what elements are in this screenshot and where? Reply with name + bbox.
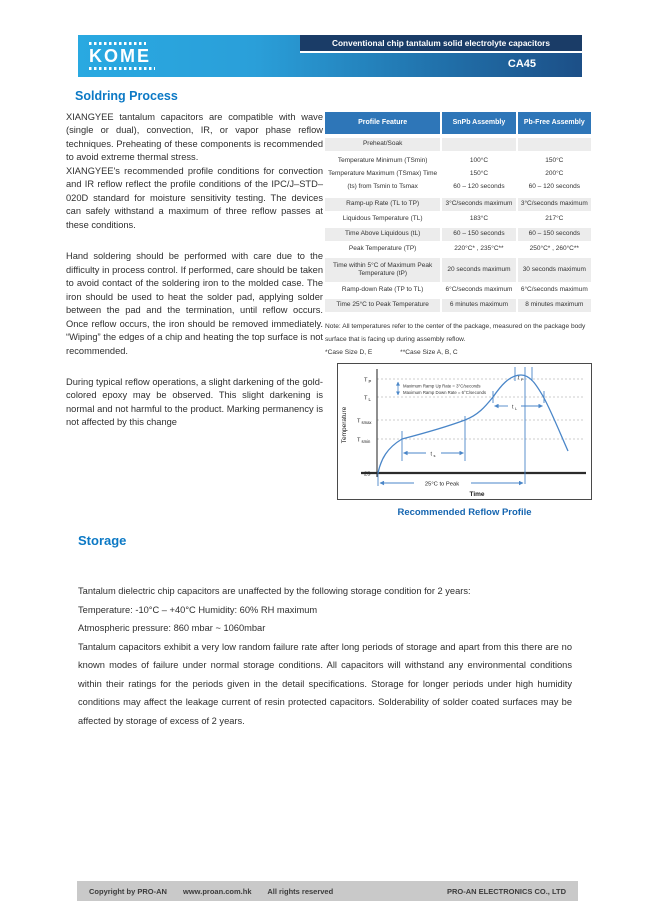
cell-feature: (ts) from Tsmin to Tsmax [325, 181, 440, 194]
cell-pbfree: 60 – 120 seconds [518, 181, 591, 194]
table-row [325, 168, 587, 181]
table-row [325, 299, 587, 312]
cell-pbfree: 8 minutes maximum [518, 299, 591, 312]
table-row [325, 198, 587, 211]
chart-caption: Recommended Reflow Profile [397, 507, 532, 518]
cell-feature: Peak Temperature (TP) [325, 243, 440, 256]
ylabel-tl-sub: L [368, 397, 371, 402]
storage-body [78, 582, 572, 730]
banner-right-panel [300, 35, 582, 77]
table-notes [325, 320, 587, 359]
cell-feature: Time within 5°C of Maximum Peak Temperature (tP) [325, 258, 440, 282]
brand-logo [89, 42, 155, 70]
cell-snpb: 20 seconds maximum [442, 258, 515, 282]
cell-pbfree: 150°C [518, 155, 591, 168]
x-axis-title: Time [469, 491, 485, 498]
ramp-up-note: Maximum Ramp Up Rate = 3°C/seconds [403, 383, 481, 389]
tl-label: t [512, 404, 514, 411]
ts-label-sub: s [433, 453, 436, 458]
soldering-paragraph-2: Hand soldering should be performed with care due to the difficulty in process control. If performed, care should be taken to avoid contact of the soldering iron to the molded case. The iron should be used to heat the solder pad, applying solder between the pad and the termination, until reflow occurs. Once reflow occurs, the iron should be removed immediately. “Wiping” the edges of a chip and heating the top surface is not recommended. [66, 251, 323, 356]
note-line-2: surface that is facing up during assembly reflow. [325, 336, 466, 343]
cell-pbfree: 3°C/seconds maximum [518, 198, 591, 211]
profile-table-header-row [325, 112, 587, 134]
ts-label: t [430, 451, 432, 458]
cell-feature: Ramp-down Rate (TP to TL) [325, 284, 440, 297]
cell-snpb: 60 – 120 seconds [442, 181, 515, 194]
cell-snpb: 3°C/seconds maximum [442, 198, 515, 211]
logo-text: KOME [89, 46, 151, 66]
tp-label: t [518, 375, 520, 382]
y-axis-title: Temperature [341, 406, 348, 444]
header-banner [78, 35, 582, 77]
soldering-paragraph-3: During typical reflow operations, a slight darkening of the gold-colored epoxy may be observed. This slight darkening is normal and not harmful to the product. Marking permanency is not affected by this change [66, 376, 323, 428]
reflow-profile-plot [337, 363, 592, 500]
table-row [325, 243, 587, 256]
cell-pbfree: 6°C/seconds maximum [518, 284, 591, 297]
soldering-paragraph-1b: XIANGYEE's recommended profile conditions for convection and IR reflow reflect the profile conditions of the IPC/J–STD–020D standard for moisture sensitivity testing. The devices can safely withstand a maximum of three reflow passes at these conditions. [66, 165, 323, 230]
cell-pbfree: 30 seconds maximum [518, 258, 591, 282]
cell-snpb: 150°C [442, 168, 515, 181]
storage-section-heading: Storage [78, 533, 127, 548]
ramp-down-note: Maximum Ramp Down Rate = 6°C/seconds [403, 390, 487, 395]
footer-left [89, 887, 347, 896]
table-row [325, 181, 587, 194]
storage-line: Atmospheric pressure: 860 mbar ~ 1060mbar [78, 623, 266, 633]
ylabel-tp: T [364, 377, 368, 384]
base-arrow-label: 25°C to Peak [424, 481, 460, 488]
cell-snpb: 6°C/seconds maximum [442, 284, 515, 297]
cell-pbfree [518, 138, 591, 151]
case-size-d-e: *Case Size D, E [325, 349, 373, 356]
cell-pbfree: 217°C [518, 213, 591, 226]
ylabel-tsmax-sub: smax [361, 420, 372, 425]
cell-snpb: 100°C [442, 155, 515, 168]
cell-feature: Time Above Liquidous (tL) [325, 228, 440, 241]
reflow-profile-column [325, 112, 587, 518]
soldering-paragraph-1a: XIANGYEE tantalum capacitors are compatible with wave (single or dual), convection, IR, or vapor phase reflow techniques. Preheating of these components is recommended to avoid extreme thermal stress. [66, 112, 323, 163]
ylabel-tsmin: T [357, 437, 361, 444]
cell-feature: Ramp-up Rate (TL to TP) [325, 198, 440, 211]
column-header-pbfree: Pb-Free Assembly [518, 112, 591, 134]
ylabel-tsmin-sub: smin [361, 439, 371, 444]
storage-lines [78, 582, 572, 638]
cell-pbfree: 200°C [518, 168, 591, 181]
soldering-section-heading: Soldring Process [75, 89, 178, 103]
footer-rights: All rights reserved [267, 886, 334, 896]
table-row [325, 155, 587, 168]
table-row [325, 284, 587, 297]
ylabel-tl: T [364, 395, 368, 402]
cell-snpb: 6 minutes maximum [442, 299, 515, 312]
tl-label-sub: L [515, 406, 518, 411]
ylabel-tp-sub: P [368, 379, 372, 384]
cell-snpb: 60 – 150 seconds [442, 228, 515, 241]
profile-table-body [325, 138, 587, 312]
footer-url: www.proan.com.hk [183, 886, 252, 896]
column-header-snpb: SnPb Assembly [442, 112, 515, 134]
cell-feature: Preheat/Soak [325, 138, 440, 151]
ylabel-25: 25 [364, 471, 371, 478]
tp-label-sub: P [521, 377, 524, 382]
cell-snpb [442, 138, 515, 151]
cell-pbfree: 60 – 150 seconds [518, 228, 591, 241]
cell-pbfree: 250°C* , 260°C** [518, 243, 591, 256]
case-size-line [325, 346, 587, 359]
storage-line: Tantalum dielectric chip capacitors are unaffected by the following storage condition for 2 years: [78, 586, 471, 596]
cell-feature: Time 25°C to Peak Temperature [325, 299, 440, 312]
footer-company: PRO-AN ELECTRONICS CO., LTD [446, 886, 566, 896]
profile-table [325, 112, 587, 312]
logo-dots-top-icon [89, 42, 146, 45]
reflow-profile-chart [337, 363, 592, 518]
table-row [325, 138, 587, 151]
logo-dots-bottom-icon [89, 67, 155, 70]
cell-feature: Temperature Maximum (TSmax) Time [325, 168, 440, 181]
table-row [325, 258, 587, 282]
column-header-feature: Profile Feature [325, 112, 440, 134]
cell-feature: Liquidous Temperature (TL) [325, 213, 440, 226]
cell-snpb: 220°C* , 235°C** [442, 243, 515, 256]
case-size-a-b-c: **Case Size A, B, C [400, 349, 458, 356]
note-line-1: Note: All temperatures refer to the center of the package, measured on the package body [325, 323, 586, 330]
soldering-text-column [66, 111, 323, 430]
cell-snpb: 183°C [442, 213, 515, 226]
ylabel-tsmax: T [357, 418, 361, 425]
page-footer [77, 881, 578, 901]
table-row [325, 213, 587, 226]
banner-title: Conventional chip tantalum solid electrolyte capacitors [300, 35, 582, 53]
storage-line: Temperature: -10°C – +40°C Humidity: 60% RH maximum [78, 604, 318, 615]
series-code: CA45 [507, 58, 536, 70]
cell-feature: Temperature Minimum (TSmin) [325, 155, 440, 168]
storage-paragraph: Tantalum capacitors exhibit a very low random failure rate after long periods of storage and apart from this there are no known modes of failure under normal storage conditions. All capacitors will withstand any environmental conditions within their ratings for the periods given in the detail specifications. Storage for longer periods under high humidity conditions may affect the leakage current of resin protected capacitors. Solderability of solder coated surfaces may be affected by storage of excess of 2 years. [78, 641, 572, 726]
table-row [325, 228, 587, 241]
footer-copyright: Copyright by PRO-AN [89, 886, 167, 896]
